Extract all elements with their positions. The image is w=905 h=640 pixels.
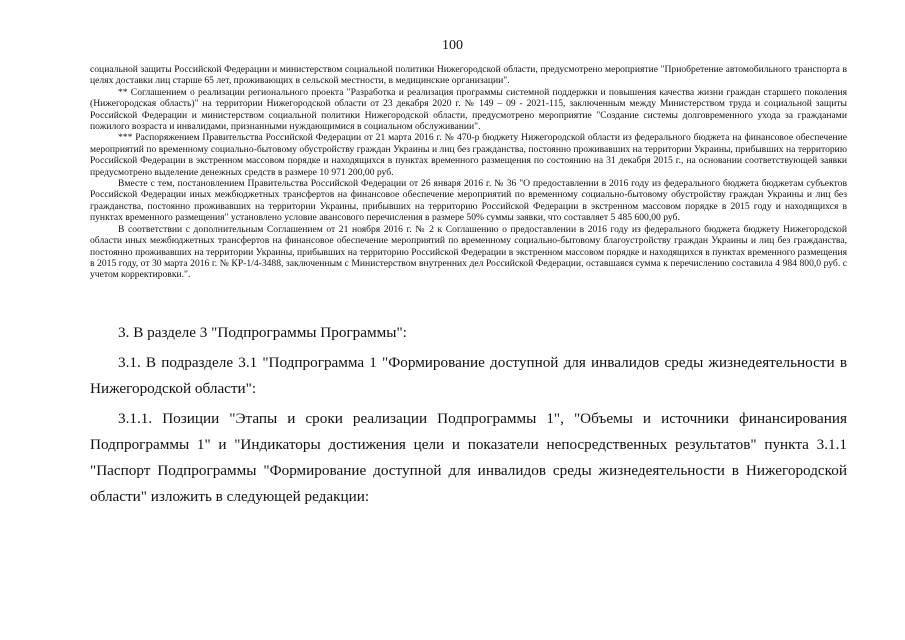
main-body bbox=[90, 320, 847, 510]
paragraph-item-3-1-1: 3.1.1. Позиции "Этапы и сроки реализации Подпрограммы 1", "Объемы и источники финансирования Подпрограммы 1" и "Индикаторы достижения цели и показатели непосредственных результатов" пункта 3.1.1 "Паспорт Подпрограммы "Формирование доступной для инвалидов среды жизнедеятельности в Нижегородской области" изложить в следующей редакции: bbox=[90, 410, 847, 505]
footnote-triple-star: *** Распоряжением Правительства Российской Федерации от 21 марта 2016 г. № 470-р бюджету Нижегородской области из федерального бюджета на финансовое обеспечение мероприятий по временному социально-бытовому обустройству граждан Украины и лиц без гражданства, постоянно проживавших на территории Украины, прибывших на территорию Российской Федерации в экстренном массовом порядке и находящихся в пунктах временного размещения по состоянию на 31 декабря 2015 г., на основании соответствующей заявки предусмотрено выделение денежных средств в размере 10 971 200,00 руб. bbox=[90, 132, 847, 178]
footnote-accordance: В соответствии с дополнительным Соглашением от 21 ноября 2016 г. № 2 к Соглашению о предоставлении в 2016 году из федерального бюджета бюджету Нижегородской области иных межбюджетных трансфертов на финансовое обеспечение мероприятий по временному социально-бытовому благоустройству граждан Украины и лиц без гражданства, постоянно проживавших на территории Украины, прибывших на территорию Российской Федерации в экстренном массовом порядке и находящихся в пунктах временного размещения в 2015 году, от 30 марта 2016 г. № КР-1/4-3488, заключенным с Министерством внутренних дел Российской Федерации, оставшаяся сумма к перечислению составила 4 984 800,0 руб. с учетом корректировки.". bbox=[90, 223, 847, 281]
paragraph-section-3: 3. В разделе 3 "Подпрограммы Программы": bbox=[118, 324, 407, 341]
footnote-continuation: социальной защиты Российской Федерации и министерством социальной политики Нижегородской области, предусмотрено мероприятие "Приобретение автомобильного транспорта в целях доставки лиц старше 65 лет, проживающих в сельской местности, в медицинские организации". bbox=[90, 64, 847, 87]
footnote-double-star: ** Соглашением о реализации регионального проекта "Разработка и реализация программы системной поддержки и повышения качества жизни граждан старшего поколения (Нижегородская область)" на территории Нижегородской области от 23 декабря 2020 г. № 149 – 09 - 2021-115, заключенным между Министерством труда и социальной защиты Российской Федерации и министерством социальной политики Нижегородской области, предусмотрено мероприятие "Создание системы долговременного ухода за гражданами пожилого возраста и инвалидами, признанными нуждающимися в социальном обслуживании". bbox=[90, 86, 847, 133]
footnotes-block bbox=[90, 64, 847, 281]
footnote-meanwhile: Вместе с тем, постановлением Правительства Российской Федерации от 26 января 2016 г. № 36 "О предоставлении в 2016 году из федерального бюджета бюджетам субъектов Российской Федерации иных межбюджетных трансфертов на финансовое обеспечение мероприятий по временному социально-бытовому обустройству граждан Украины и лиц без гражданства, постоянно проживавших на территории Украины, прибывших на территорию Российской Федерации в экстренном массовом порядке в 2015 году и находящихся в пунктах временного размещения" установлено условие авансового перечисления в размере 50% суммы заявки, что составляет 5 485 600,00 руб. bbox=[90, 178, 847, 224]
paragraph-subsection-3-1: 3.1. В подразделе 3.1 "Подпрограмма 1 "Формирование доступной для инвалидов среды жизнедеятельности в Нижегородской области": bbox=[90, 354, 847, 397]
page-number: 100 bbox=[442, 38, 463, 53]
